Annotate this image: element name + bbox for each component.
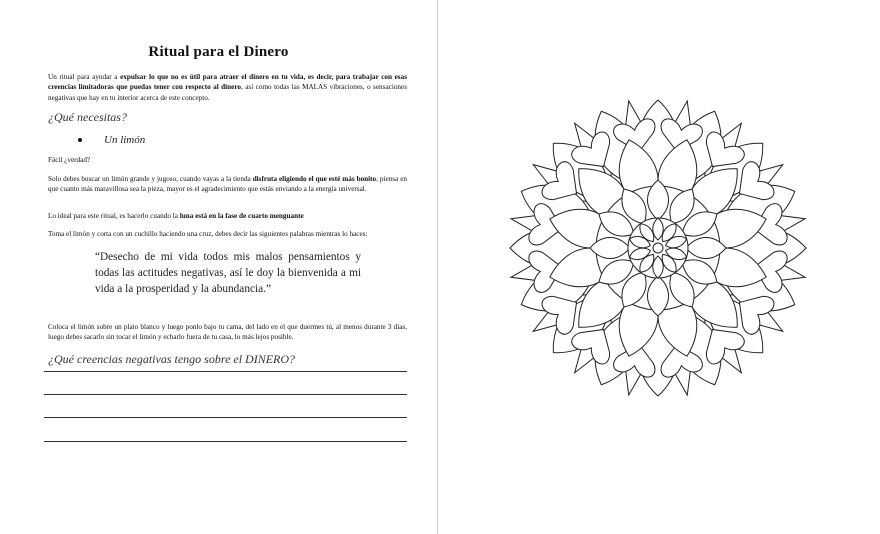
step-1-text-1: Solo debes buscar un limón grande y jugoso, cuando vayas a la tienda [48,175,253,183]
intro-text-1: Un ritual para ayudar a [48,73,121,81]
step-2-bold: luna está en la fase de cuarto menguante [179,212,304,220]
answer-line[interactable] [44,441,407,442]
needs-heading: ¿Qué necesitas? [48,110,127,124]
page-title: Ritual para el Dinero [148,44,289,60]
easy-paragraph: Fácil ¿verdad? [48,156,91,164]
answer-line[interactable] [44,371,407,372]
answer-line[interactable] [44,417,407,418]
beliefs-heading: ¿Qué creencias negativas tengo sobre el DINERO? [48,352,296,366]
step-1-bold: disfruta eligiendo el que esté más bonito [252,175,377,183]
bullet-list-item [78,134,145,146]
mandala-center [653,243,663,253]
left-page [0,0,437,534]
intro-text-2: , así como todas las MALAS vibraciones, o sensaciones negativas que hay en tu interior acerca de este concepto. [48,83,407,102]
ritual-quote: “Desecho de mi vida todos mis malos pensamientos y todas las actitudes negativas, así le doy la bienvenida a mi vida a la prosperidad y la abundancia.” [95,251,361,296]
bullet-icon [78,138,82,142]
intro-bold: expulsar lo que no es útil para atraer el dinero en tu vida, es decir, para trabajar con esas creencias limitadoras que puedas tener con respecto al dinero [48,73,407,92]
step-2-text-1: Lo ideal para este ritual, es hacerlo cuando la [48,212,180,220]
step-1-paragraph [48,174,407,195]
right-page [438,0,880,534]
step-1-text-2: , piensa en que cuanto más maravillosa sea la pieza, mayor es el agradecimiento que estás enviando a la energía universal. [48,175,407,194]
step-3-paragraph: Toma el limón y corta con un cuchillo haciendo una cruz, debes decir las siguientes palabras mientras lo haces: [48,230,368,238]
bullet-text: Un limón [104,134,146,146]
step-4-paragraph: Coloca el limón sobre un plato blanco y luego ponlo bajo tu cama, del lado en el que duermes tú, al menos durante 3 días, luego debes sacarlo sin tocar el limón y echarlo fuera de tu casa, lo más lejos posible. [48,323,407,342]
step-2-paragraph [48,211,407,221]
intro-paragraph [48,72,407,103]
mandala-illustration [498,88,818,408]
answer-line[interactable] [44,394,407,395]
